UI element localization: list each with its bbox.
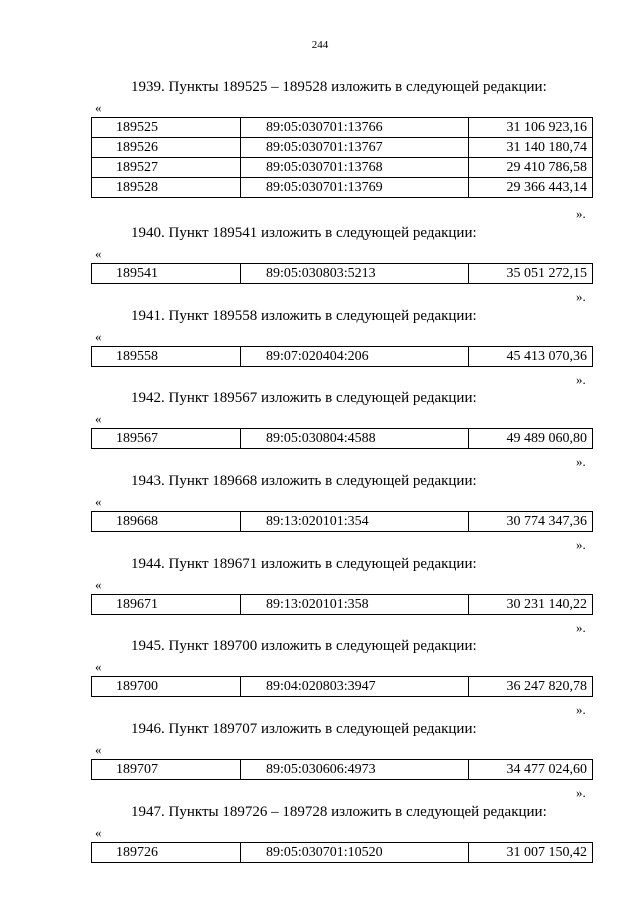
- closing-quote: ».: [576, 289, 586, 304]
- value-cell: 45 413 070,36: [469, 347, 593, 367]
- section-heading: 1941. Пункт 189558 изложить в следующей редакции:: [131, 308, 477, 324]
- closing-quote: ».: [576, 454, 586, 469]
- data-table: [91, 759, 593, 780]
- section-heading: 1939. Пункты 189525 – 189528 изложить в следующей редакции:: [131, 79, 547, 95]
- data-table: [91, 676, 593, 697]
- value-cell: 29 366 443,14: [469, 178, 593, 198]
- item-number-cell: 189567: [92, 429, 241, 449]
- section-heading: 1947. Пункты 189726 – 189728 изложить в следующей редакции:: [131, 804, 547, 820]
- table-row: [92, 677, 593, 697]
- value-cell: 31 140 180,74: [469, 138, 593, 158]
- table-row: [92, 118, 593, 138]
- value-cell: 49 489 060,80: [469, 429, 593, 449]
- opening-quote: «: [95, 659, 102, 674]
- value-cell: 30 774 347,36: [469, 512, 593, 532]
- section-heading: 1943. Пункт 189668 изложить в следующей редакции:: [131, 473, 477, 489]
- closing-quote: ».: [576, 537, 586, 552]
- value-cell: 29 410 786,58: [469, 158, 593, 178]
- data-table: [91, 346, 593, 367]
- data-table: [91, 594, 593, 615]
- item-number-cell: 189668: [92, 512, 241, 532]
- opening-quote: «: [95, 246, 102, 261]
- closing-quote: ».: [576, 702, 586, 717]
- cadastral-number-cell: 89:05:030701:13767: [241, 138, 469, 158]
- item-number-cell: 189707: [92, 760, 241, 780]
- opening-quote: «: [95, 742, 102, 757]
- cadastral-number-cell: 89:05:030701:13769: [241, 178, 469, 198]
- section-heading: 1944. Пункт 189671 изложить в следующей редакции:: [131, 556, 477, 572]
- closing-quote: ».: [576, 372, 586, 387]
- opening-quote: «: [95, 825, 102, 840]
- section-heading: 1946. Пункт 189707 изложить в следующей редакции:: [131, 721, 477, 737]
- data-table: [91, 511, 593, 532]
- cadastral-number-cell: 89:07:020404:206: [241, 347, 469, 367]
- data-table: [91, 842, 593, 863]
- value-cell: 31 007 150,42: [469, 843, 593, 863]
- section-heading: 1945. Пункт 189700 изложить в следующей редакции:: [131, 638, 477, 654]
- cadastral-number-cell: 89:05:030701:10520: [241, 843, 469, 863]
- opening-quote: «: [95, 100, 102, 115]
- item-number-cell: 189525: [92, 118, 241, 138]
- value-cell: 31 106 923,16: [469, 118, 593, 138]
- data-table: [91, 117, 593, 198]
- item-number-cell: 189541: [92, 264, 241, 284]
- cadastral-number-cell: 89:05:030606:4973: [241, 760, 469, 780]
- cadastral-number-cell: 89:05:030803:5213: [241, 264, 469, 284]
- item-number-cell: 189528: [92, 178, 241, 198]
- value-cell: 35 051 272,15: [469, 264, 593, 284]
- closing-quote: ».: [576, 206, 586, 221]
- item-number-cell: 189726: [92, 843, 241, 863]
- value-cell: 30 231 140,22: [469, 595, 593, 615]
- table-row: [92, 178, 593, 198]
- opening-quote: «: [95, 577, 102, 592]
- table-row: [92, 595, 593, 615]
- table-row: [92, 264, 593, 284]
- table-row: [92, 347, 593, 367]
- value-cell: 34 477 024,60: [469, 760, 593, 780]
- opening-quote: «: [95, 329, 102, 344]
- cadastral-number-cell: 89:13:020101:354: [241, 512, 469, 532]
- opening-quote: «: [95, 494, 102, 509]
- page-number: 244: [311, 39, 329, 51]
- table-row: [92, 429, 593, 449]
- item-number-cell: 189526: [92, 138, 241, 158]
- table-row: [92, 138, 593, 158]
- table-row: [92, 843, 593, 863]
- closing-quote: ».: [576, 620, 586, 635]
- table-row: [92, 512, 593, 532]
- cadastral-number-cell: 89:05:030701:13766: [241, 118, 469, 138]
- item-number-cell: 189527: [92, 158, 241, 178]
- item-number-cell: 189700: [92, 677, 241, 697]
- table-row: [92, 760, 593, 780]
- table-row: [92, 158, 593, 178]
- value-cell: 36 247 820,78: [469, 677, 593, 697]
- item-number-cell: 189671: [92, 595, 241, 615]
- cadastral-number-cell: 89:13:020101:358: [241, 595, 469, 615]
- cadastral-number-cell: 89:04:020803:3947: [241, 677, 469, 697]
- opening-quote: «: [95, 411, 102, 426]
- section-heading: 1942. Пункт 189567 изложить в следующей редакции:: [131, 390, 477, 406]
- cadastral-number-cell: 89:05:030804:4588: [241, 429, 469, 449]
- data-table: [91, 263, 593, 284]
- section-heading: 1940. Пункт 189541 изложить в следующей редакции:: [131, 225, 477, 241]
- cadastral-number-cell: 89:05:030701:13768: [241, 158, 469, 178]
- closing-quote: ».: [576, 785, 586, 800]
- item-number-cell: 189558: [92, 347, 241, 367]
- data-table: [91, 428, 593, 449]
